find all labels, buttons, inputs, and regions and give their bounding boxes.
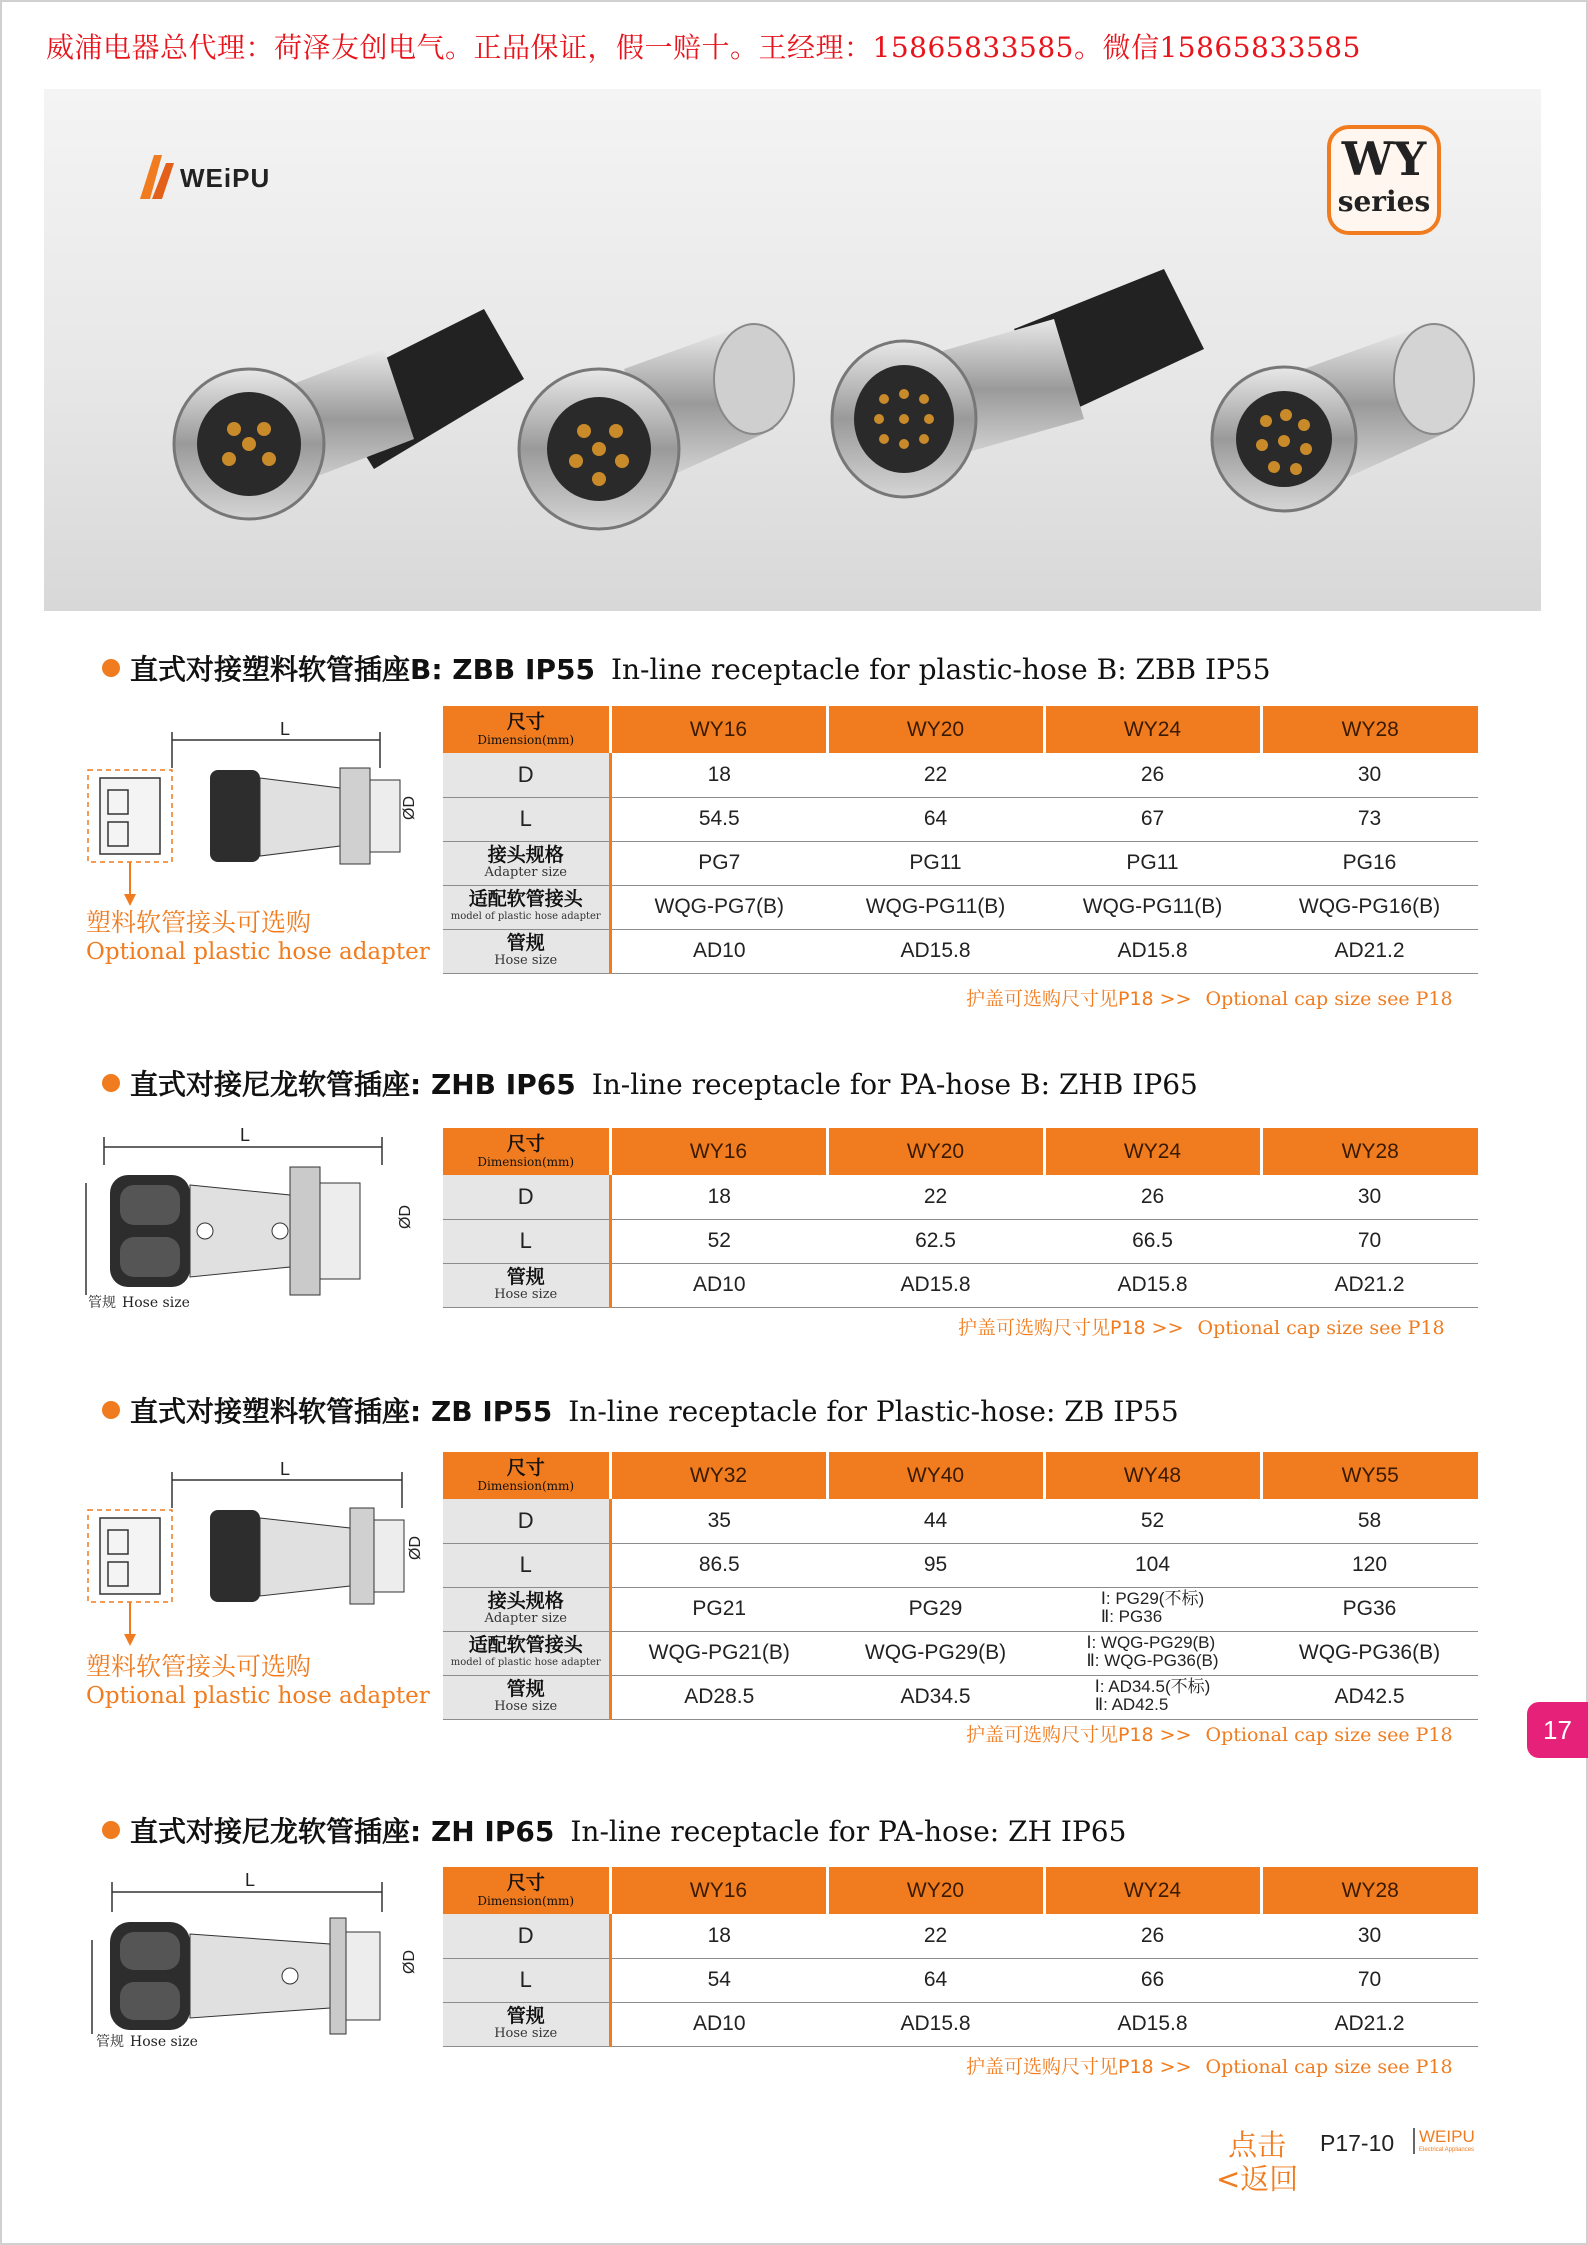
series-badge-sub: series	[1337, 185, 1431, 218]
footer-brand: WEIPU Electrical Appliances	[1413, 2128, 1475, 2154]
section-1-drawing	[80, 720, 430, 910]
table-cell: AD21.2	[1261, 929, 1478, 973]
table-cell	[1044, 1675, 1261, 1719]
length-label: L	[240, 1125, 251, 1145]
table-cell: 22	[827, 1914, 1044, 1958]
back-button-line2: <返回	[1216, 2162, 1299, 2196]
section-3-spec-table	[443, 1452, 1478, 1720]
table-cell: 66.5	[1044, 1219, 1261, 1263]
table-cell: AD10	[610, 1263, 827, 1307]
table-cell: AD15.8	[1044, 2002, 1261, 2046]
section-3-option-label: 塑料软管接头可选购 Optional plastic hose adapter	[86, 1652, 430, 1709]
row-header: 适配软管接头 model of plastic hose adapter	[443, 1631, 610, 1675]
multi-line-value: Ⅰ: PG29(不标) Ⅱ: PG36	[1100, 1589, 1205, 1626]
table-cell: 30	[1261, 1175, 1478, 1219]
column-header: WY20	[827, 706, 1044, 753]
section-3-title: 直式对接塑料软管插座: ZB IP55 In-line receptacle for Plastic-hose: ZB IP55	[102, 1390, 1179, 1430]
table-cell: 22	[827, 1175, 1044, 1219]
table-cell: WQG-PG7(B)	[610, 885, 827, 929]
table-cell: 54.5	[610, 797, 827, 841]
table-cell: AD15.8	[827, 2002, 1044, 2046]
knurl-icon	[210, 770, 260, 862]
table-cell: AD42.5	[1261, 1675, 1478, 1719]
diameter-label: ØD	[401, 1950, 418, 1974]
table-cell: 64	[827, 797, 1044, 841]
table-cell: 18	[610, 753, 827, 797]
row-header: 管规 Hose size	[443, 1675, 610, 1719]
column-header: WY40	[827, 1452, 1044, 1499]
table-cell: AD15.8	[1044, 1263, 1261, 1307]
table-cell: 26	[1044, 1175, 1261, 1219]
page-number: P17-10	[1320, 2130, 1395, 2156]
row-header: 管规 Hose size	[443, 2002, 610, 2046]
table-row	[443, 753, 1478, 797]
section-4-spec-table	[443, 1867, 1478, 2047]
column-header: WY55	[1261, 1452, 1478, 1499]
diameter-label: ØD	[401, 796, 418, 820]
diameter-label: ØD	[407, 1536, 424, 1560]
table-cell: PG11	[1044, 841, 1261, 885]
table-row	[443, 1958, 1478, 2002]
section-3-drawing	[80, 1460, 430, 1650]
column-header: WY20	[827, 1128, 1044, 1175]
table-cell: PG11	[827, 841, 1044, 885]
table-cell: 62.5	[827, 1219, 1044, 1263]
table-row	[443, 1175, 1478, 1219]
dimension-header: 尺寸 Dimension(mm)	[443, 1867, 610, 1914]
back-button[interactable]	[1216, 2128, 1298, 2196]
column-header: WY24	[1044, 1128, 1261, 1175]
table-cell: 22	[827, 753, 1044, 797]
column-header: WY16	[610, 1867, 827, 1914]
table-cell: PG29	[827, 1587, 1044, 1631]
bullet-icon	[102, 1821, 120, 1839]
table-cell: 95	[827, 1543, 1044, 1587]
table-row	[443, 1914, 1478, 1958]
table-row	[443, 1587, 1478, 1631]
row-header: 接头规格 Adapter size	[443, 841, 610, 885]
table-cell: AD34.5	[827, 1675, 1044, 1719]
table-cell: WQG-PG36(B)	[1261, 1631, 1478, 1675]
row-header: 接头规格 Adapter size	[443, 1587, 610, 1631]
row-header: D	[443, 1175, 610, 1219]
table-cell: 70	[1261, 1219, 1478, 1263]
table-cell: 66	[1044, 1958, 1261, 2002]
section-4-cap-note[interactable]: 护盖可选购尺寸见P18 >> Optional cap size see P18	[966, 2056, 1453, 2078]
table-cell: PG16	[1261, 841, 1478, 885]
table-row	[443, 1263, 1478, 1307]
table-cell: WQG-PG11(B)	[827, 885, 1044, 929]
table-row	[443, 1219, 1478, 1263]
table-cell: AD15.8	[1044, 929, 1261, 973]
table-cell: AD28.5	[610, 1675, 827, 1719]
table-cell: AD15.8	[827, 1263, 1044, 1307]
column-header: WY28	[1261, 706, 1478, 753]
column-header: WY48	[1044, 1452, 1261, 1499]
weipu-logo	[136, 149, 296, 209]
table-row	[443, 841, 1478, 885]
weipu-logo-icon	[136, 149, 180, 205]
table-cell: 86.5	[610, 1543, 827, 1587]
dimension-header: 尺寸 Dimension(mm)	[443, 1128, 610, 1175]
section-1-spec-table	[443, 706, 1478, 974]
back-button-line1: 点击	[1228, 2128, 1287, 2162]
column-header: WY16	[610, 706, 827, 753]
row-header: 适配软管接头 model of plastic hose adapter	[443, 885, 610, 929]
table-cell: PG36	[1261, 1587, 1478, 1631]
table-cell: WQG-PG21(B)	[610, 1631, 827, 1675]
table-row	[443, 1631, 1478, 1675]
multi-line-value: Ⅰ: WQG-PG29(B) Ⅱ: WQG-PG36(B)	[1086, 1633, 1219, 1670]
diameter-label: ØD	[397, 1205, 414, 1229]
table-cell	[1044, 1587, 1261, 1631]
table-cell: AD15.8	[827, 929, 1044, 973]
connector-photo-4	[1194, 309, 1514, 569]
column-header: WY32	[610, 1452, 827, 1499]
bullet-icon	[102, 1401, 120, 1419]
dimension-header: 尺寸 Dimension(mm)	[443, 1452, 610, 1499]
table-cell: AD10	[610, 929, 827, 973]
table-cell: AD21.2	[1261, 1263, 1478, 1307]
table-cell: 30	[1261, 1914, 1478, 1958]
table-cell: 104	[1044, 1543, 1261, 1587]
arrow-down-icon	[124, 894, 136, 906]
length-label: L	[280, 1460, 291, 1479]
hose-size-label: 管规 Hose size	[96, 2034, 198, 2050]
column-header: WY16	[610, 1128, 827, 1175]
table-cell: WQG-PG16(B)	[1261, 885, 1478, 929]
dimension-header: 尺寸 Dimension(mm)	[443, 706, 610, 753]
connector-photo-3	[814, 259, 1234, 559]
wy-series-badge	[1327, 125, 1441, 235]
table-row	[443, 2002, 1478, 2046]
section-1-title: 直式对接塑料软管插座B: ZBB IP55 In-line receptacle for plastic-hose B: ZBB IP55	[102, 648, 1271, 688]
series-badge-main: WY	[1341, 132, 1427, 186]
row-header: D	[443, 1914, 610, 1958]
table-row	[443, 1499, 1478, 1543]
row-header: D	[443, 1499, 610, 1543]
section-4-drawing	[80, 1862, 430, 2052]
section-4-title: 直式对接尼龙软管插座: ZH IP65 In-line receptacle for PA-hose: ZH IP65	[102, 1810, 1126, 1850]
row-header: 管规 Hose size	[443, 929, 610, 973]
table-cell: 73	[1261, 797, 1478, 841]
row-header: 管规 Hose size	[443, 1263, 610, 1307]
column-header: WY28	[1261, 1867, 1478, 1914]
table-cell: 44	[827, 1499, 1044, 1543]
logo-wordmark: WEiPU	[180, 163, 271, 193]
column-header: WY24	[1044, 706, 1261, 753]
table-row	[443, 797, 1478, 841]
table-cell: PG21	[610, 1587, 827, 1631]
product-banner	[44, 89, 1541, 611]
table-cell: WQG-PG11(B)	[1044, 885, 1261, 929]
column-header: WY20	[827, 1867, 1044, 1914]
column-header: WY24	[1044, 1867, 1261, 1914]
table-cell: 52	[1044, 1499, 1261, 1543]
section-3-cap-note[interactable]: 护盖可选购尺寸见P18 >> Optional cap size see P18	[966, 1724, 1453, 1746]
row-header: L	[443, 1958, 610, 2002]
distributor-banner-text: 威浦电器总代理：荷泽友创电气。正品保证，假一赔十。王经理：15865833585。微信15865833585	[46, 31, 1361, 64]
section-1-cap-note[interactable]: 护盖可选购尺寸见P18 >> Optional cap size see P18	[966, 988, 1453, 1010]
row-header: L	[443, 1219, 610, 1263]
row-header: L	[443, 797, 610, 841]
bullet-icon	[102, 1074, 120, 1092]
table-cell: AD10	[610, 2002, 827, 2046]
table-cell: 64	[827, 1958, 1044, 2002]
length-label: L	[280, 720, 291, 739]
table-cell: 18	[610, 1914, 827, 1958]
table-cell: 67	[1044, 797, 1261, 841]
table-cell: WQG-PG29(B)	[827, 1631, 1044, 1675]
table-cell: PG7	[610, 841, 827, 885]
table-cell: 52	[610, 1219, 827, 1263]
table-cell: 26	[1044, 753, 1261, 797]
section-2-spec-table	[443, 1128, 1478, 1308]
table-cell: 70	[1261, 1958, 1478, 2002]
table-cell: 120	[1261, 1543, 1478, 1587]
column-header: WY28	[1261, 1128, 1478, 1175]
bullet-icon	[102, 659, 120, 677]
length-label: L	[245, 1870, 256, 1890]
multi-line-value: Ⅰ: AD34.5(不标) Ⅱ: AD42.5	[1094, 1677, 1211, 1714]
table-cell: 35	[610, 1499, 827, 1543]
table-cell: 30	[1261, 753, 1478, 797]
row-header: L	[443, 1543, 610, 1587]
table-cell: AD21.2	[1261, 2002, 1478, 2046]
table-row	[443, 1675, 1478, 1719]
chapter-tab[interactable]: 17	[1527, 1702, 1588, 1758]
table-cell: 58	[1261, 1499, 1478, 1543]
section-2-cap-note[interactable]: 护盖可选购尺寸见P18 >> Optional cap size see P18	[958, 1317, 1445, 1339]
table-row	[443, 1543, 1478, 1587]
table-cell: 54	[610, 1958, 827, 2002]
hose-size-label: 管规 Hose size	[88, 1295, 190, 1311]
arrow-down-icon	[124, 1634, 136, 1646]
table-cell: 18	[610, 1175, 827, 1219]
section-2-title: 直式对接尼龙软管插座: ZHB IP65 In-line receptacle for PA-hose B: ZHB IP65	[102, 1063, 1198, 1103]
connector-photo-2	[504, 309, 824, 569]
row-header: D	[443, 753, 610, 797]
section-2-drawing	[80, 1125, 430, 1315]
section-1-option-label: 塑料软管接头可选购 Optional plastic hose adapter	[86, 908, 430, 965]
table-cell: 26	[1044, 1914, 1261, 1958]
table-row	[443, 885, 1478, 929]
table-cell	[1044, 1631, 1261, 1675]
table-row	[443, 929, 1478, 973]
